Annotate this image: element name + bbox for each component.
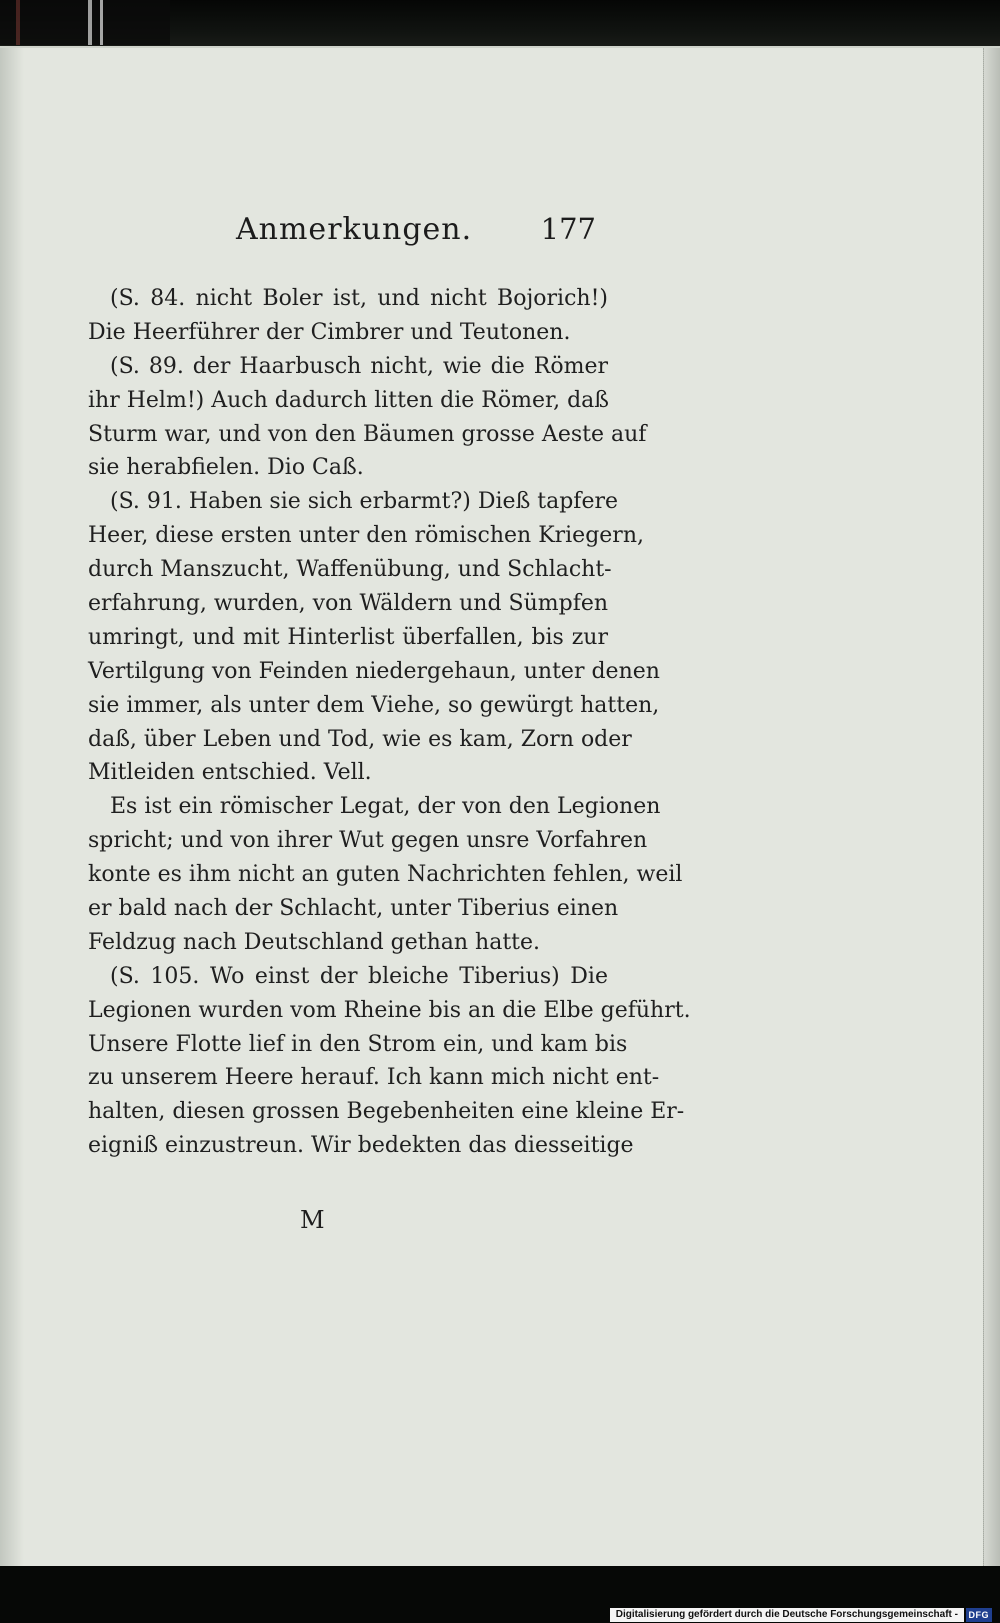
text-line: sie immer, als unter dem Viehe, so gewürgt hatten, — [88, 692, 660, 718]
text-line: Mitleiden entschied. Vell. — [88, 760, 372, 786]
body-text — [88, 282, 691, 1163]
text-line: erfahrung, wurden, von Wäldern und Sümpfen — [88, 591, 609, 617]
text-line: Legionen wurden vom Rheine bis an die Elbe geführt. — [88, 997, 691, 1023]
scan-top-area — [0, 0, 1000, 48]
text-line: Es ist ein römischer Legat, der von den Legionen — [110, 794, 661, 820]
text-line: durch Manszucht, Waffenübung, und Schlacht- — [88, 557, 612, 583]
text-line: Feldzug nach Deutschland gethan hatte. — [88, 929, 541, 955]
dfg-logo: DFG — [966, 1608, 993, 1622]
text-line: Vertilgung von Feinden niedergehaun, unter denen — [88, 658, 660, 684]
text-line: spricht; und von ihrer Wut gegen unsre Vorfahren — [88, 828, 648, 854]
text-line: Die Heerführer der Cimbrer und Teutonen. — [88, 319, 571, 345]
scan-bottom-bar — [0, 1566, 1000, 1623]
book-binding-strip — [0, 0, 170, 45]
digitization-credit: Digitalisierung gefördert durch die Deutsche Forschungsgemeinschaft - — [610, 1608, 964, 1622]
text-line: sie herabfielen. Dio Caß. — [88, 455, 364, 481]
running-title: Anmerkungen. — [236, 212, 473, 247]
text-line: konte es ihm nicht an guten Nachrichten fehlen, weil — [88, 862, 683, 888]
text-line: ihr Helm!) Auch dadurch litten die Römer, daß — [88, 387, 609, 413]
text-line: er bald nach der Schlacht, unter Tiberius einen — [88, 896, 619, 922]
text-line: (S. 105. Wo einst der bleiche Tiberius) Die — [110, 963, 608, 989]
text-line: (S. 89. der Haarbusch nicht, wie die Römer — [110, 353, 608, 379]
text-line: Unsere Flotte lief in den Strom ein, und kam bis — [88, 1031, 628, 1057]
signature-mark: M — [300, 1206, 325, 1234]
text-line: Heer, diese ersten unter den römischen Kriegern, — [88, 523, 644, 549]
page-header — [236, 212, 596, 252]
text-line: daß, über Leben und Tod, wie es kam, Zorn oder — [88, 726, 632, 752]
page-gutter-shadow — [0, 48, 24, 1568]
text-line: Sturm war, und von den Bäumen grosse Aeste auf — [88, 421, 647, 447]
text-line: (S. 84. nicht Boler ist, und nicht Bojorich!) — [110, 286, 608, 311]
page-edge — [983, 48, 1000, 1568]
text-line: (S. 91. Haben sie sich erbarmt?) Dieß tapfere — [110, 489, 618, 515]
text-line: eigniß einzustreun. Wir bedekten das diesseitige — [88, 1133, 634, 1159]
text-line: zu unserem Heere herauf. Ich kann mich nicht ent- — [88, 1065, 660, 1091]
page-number: 177 — [540, 212, 596, 246]
text-line: halten, diesen grossen Begebenheiten eine kleine Er- — [88, 1099, 685, 1125]
text-line: umringt, und mit Hinterlist überfallen, bis zur — [88, 624, 608, 650]
